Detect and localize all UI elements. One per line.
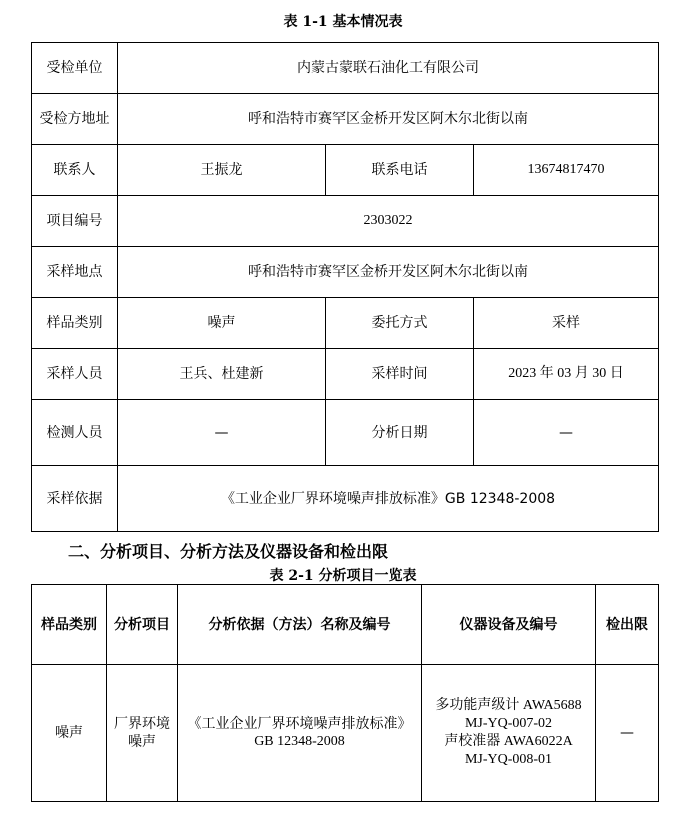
site-value: 呼和浩特市赛罕区金桥开发区阿木尔北街以南 (118, 247, 659, 298)
basis-value: 《工业企业厂界环境噪声排放标准》GB 12348-2008 (118, 466, 659, 532)
table-row (32, 400, 659, 466)
row-item (107, 665, 178, 802)
project-no-label: 项目编号 (32, 196, 118, 247)
header-item: 分析项目 (107, 585, 178, 665)
contact-value: 王振龙 (118, 145, 326, 196)
row-category: 噪声 (32, 665, 107, 802)
section-title: 二、分析项目、分析方法及仪器设备和检出限 (68, 542, 389, 561)
table-row (32, 94, 659, 145)
category-value: 噪声 (118, 298, 326, 349)
header-category: 样品类别 (32, 585, 107, 665)
table-row (32, 196, 659, 247)
tester-value: — (118, 400, 326, 466)
category-label: 样品类别 (32, 298, 118, 349)
site-label: 采样地点 (32, 247, 118, 298)
analysis-items-table (31, 584, 659, 802)
table-row (32, 298, 659, 349)
table-row (32, 145, 659, 196)
header-method: 分析依据（方法）名称及编号 (178, 585, 422, 665)
row-instrument-line: MJ-YQ-008-01 (464, 752, 553, 767)
unit-label: 受检单位 (32, 43, 118, 94)
row-method (178, 665, 422, 802)
sampler-label: 采样人员 (32, 349, 118, 400)
sampler-value: 王兵、杜建新 (118, 349, 326, 400)
header-limit: 检出限 (596, 585, 659, 665)
analysis-date-label: 分析日期 (326, 400, 474, 466)
commission-label: 委托方式 (326, 298, 474, 349)
analysis-date-value: — (474, 400, 659, 466)
contact-label: 联系人 (32, 145, 118, 196)
row-instrument (422, 665, 596, 802)
commission-value: 采样 (474, 298, 659, 349)
project-no-value: 2303022 (118, 196, 659, 247)
table1-caption: 表 1-1 基本情况表 (283, 14, 403, 30)
phone-label: 联系电话 (326, 145, 474, 196)
address-label: 受检方地址 (32, 94, 118, 145)
sample-time-label: 采样时间 (326, 349, 474, 400)
row-limit: — (596, 665, 659, 802)
phone-value: 13674817470 (474, 145, 659, 196)
table2-caption: 表 2-1 分析项目一览表 (269, 568, 417, 584)
table-row (32, 466, 659, 532)
row-item-line: 厂界环境 (114, 716, 170, 732)
address-value: 呼和浩特市赛罕区金桥开发区阿木尔北街以南 (118, 94, 659, 145)
table-row (32, 349, 659, 400)
table-row (32, 247, 659, 298)
table-header-row (32, 585, 659, 665)
row-instrument-line: 声校准器 AWA6022A (444, 734, 573, 749)
table-row (32, 43, 659, 94)
row-item-line: 噪声 (128, 734, 156, 750)
basis-label: 采样依据 (32, 466, 118, 532)
row-method-line: 《工业企业厂界环境噪声排放标准》 (187, 716, 412, 732)
unit-value: 内蒙古蒙联石油化工有限公司 (118, 43, 659, 94)
header-instrument: 仪器设备及编号 (422, 585, 596, 665)
table-row (32, 665, 659, 802)
row-method-line: GB 12348-2008 (254, 734, 345, 749)
basic-info-table (31, 42, 659, 532)
sample-time-value: 2023 年 03 月 30 日 (474, 349, 659, 400)
row-instrument-line: 多功能声级计 AWA5688 (435, 698, 582, 713)
row-instrument-line: MJ-YQ-007-02 (464, 716, 553, 731)
tester-label: 检测人员 (32, 400, 118, 466)
